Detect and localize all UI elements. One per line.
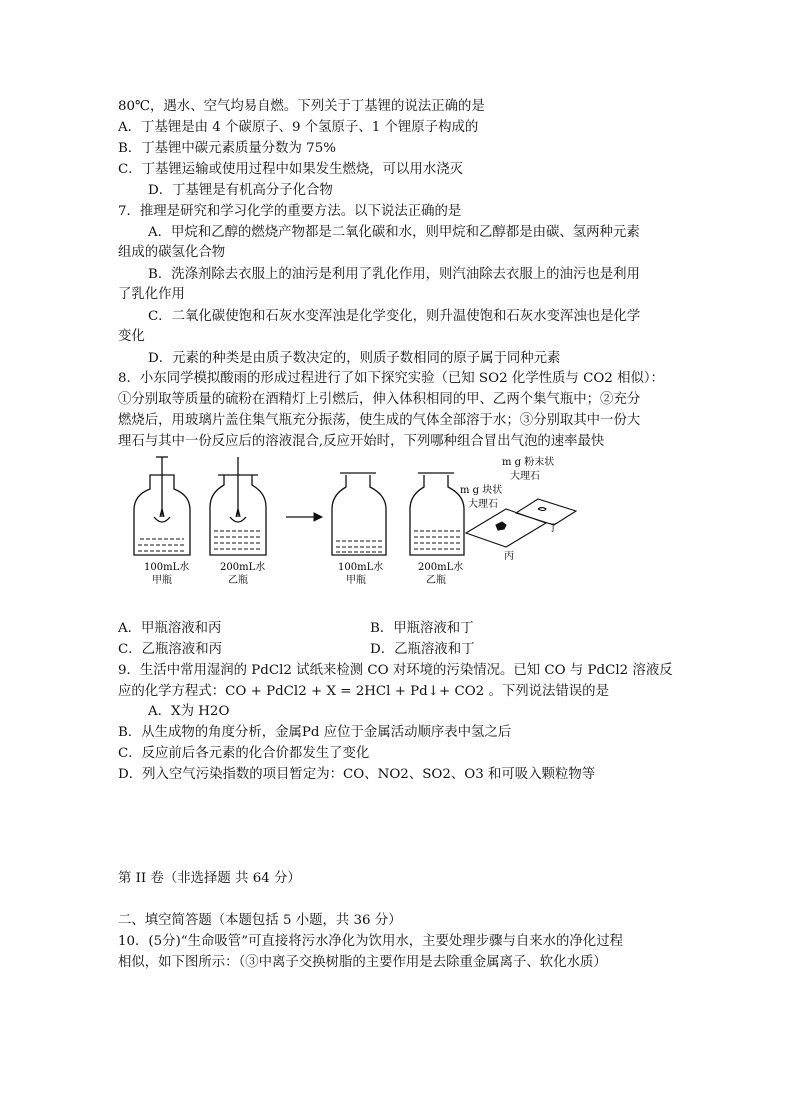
bottle-yi-with-spoon xyxy=(210,457,266,555)
bottle4-name: 乙瓶 xyxy=(426,575,446,586)
experiment-figure xyxy=(118,455,578,590)
part2-title: 第 II 卷（非选择题 共 64 分） xyxy=(118,871,301,886)
plate1-label-a: m g 块状 xyxy=(460,485,503,496)
plate2-label-b: 大理石 xyxy=(510,471,540,482)
q8-stem-3: 燃烧后，用玻璃片盖住集气瓶充分振荡，使生成的气体全部溶于水；③分别取其中一份大 xyxy=(118,413,641,428)
bottle-yi-covered xyxy=(410,473,464,555)
bottle2-volume: 200mL水 xyxy=(220,562,266,573)
q9-option-b: B．从生成物的角度分析，金属Pd 应位于金属活动顺序表中氢之后 xyxy=(118,725,512,740)
q6-option-a: A．丁基锂是由 4 个碳原子、9 个氢原子、1 个锂原子构成的 xyxy=(118,120,479,135)
bottle1-volume: 100mL水 xyxy=(144,562,190,573)
q7-option-c-cont: 变化 xyxy=(118,329,145,344)
bottle2-name: 乙瓶 xyxy=(228,575,248,586)
q8-stem-1: 8．小东同学模拟酸雨的形成过程进行了如下探究实验（已知 SO2 化学性质与 CO2 相似）： xyxy=(118,371,664,386)
q8-option-d: D．乙瓶溶液和丁 xyxy=(370,642,475,657)
q8-stem-2: ①分别取等质量的硫粉在酒精灯上引燃后，伸入体积相同的甲、乙两个集气瓶中；②充分 xyxy=(118,392,641,407)
q7-option-a: A．甲烷和乙醇的燃烧产物都是二氧化碳和水，则甲烷和乙醇都是由碳、氢两种元素 xyxy=(148,225,640,240)
q8-stem-4: 理石与其中一份反应后的溶液混合,反应开始时，下列哪种组合冒出气泡的速率最快 xyxy=(118,434,605,449)
q9-option-d: D．列入空气污染指数的项目暂定为：CO、NO2、SO2、O3 和可吸入颗粒物等 xyxy=(118,767,596,782)
q7-option-b: B．洗涤剂除去衣服上的油污是利用了乳化作用，则汽油除去衣服上的油污也是利用 xyxy=(148,267,640,282)
q7-option-a-cont: 组成的碳氢化合物 xyxy=(118,245,226,260)
q6-option-b: B．丁基锂中碳元素质量分数为 75% xyxy=(118,141,336,156)
q7-option-b-cont: 了乳化作用 xyxy=(118,287,185,302)
q10-stem-1: 10．(5分)“生命吸管”可直接将污水净化为饮用水，主要处理步骤与自来水的净化过程 xyxy=(118,934,623,949)
q9-stem-1: 9．生活中常用湿润的 PdCl2 试纸来检测 CO 对环境的污染情况。已知 CO 与 PdCl2 溶液反 xyxy=(118,663,673,678)
q10-stem-2: 相似，如下图所示：（③中离子交换树脂的主要作用是去除重金属离子、软化水质） xyxy=(118,955,607,970)
q9-stem-2: 应的化学方程式：CO + PdCl2 + X = 2HCl + Pd↓+ CO2 。下列说法错误的是 xyxy=(118,684,609,699)
section-heading: 二、填空简答题（本题包括 5 小题，共 36 分） xyxy=(118,913,402,928)
bottle3-volume: 100mL水 xyxy=(338,562,384,573)
plate1-label-b: 大理石 xyxy=(468,499,498,510)
q6-option-d: D．丁基锂是有机高分子化合物 xyxy=(148,183,333,198)
bottle3-name: 甲瓶 xyxy=(346,575,366,586)
q7-option-c: C．二氧化碳使饱和石灰水变浑浊是化学变化，则升温使饱和石灰水变浑浊也是化学 xyxy=(148,309,641,324)
q7-stem: 7．推理是研究和学习化学的重要方法。以下说法正确的是 xyxy=(118,204,462,219)
plate2-name: 丁 xyxy=(548,523,558,534)
bottle1-name: 甲瓶 xyxy=(152,575,172,586)
plate1-name: 丙 xyxy=(504,551,514,562)
q7-option-d: D．元素的种类是由质子数决定的，则质子数相同的原子属于同种元素 xyxy=(148,351,561,366)
plate2-label-a: m g 粉末状 xyxy=(502,457,555,468)
arrow-icon xyxy=(286,513,322,521)
q8-option-a: A．甲瓶溶液和丙 xyxy=(118,621,222,636)
q8-option-c: C．乙瓶溶液和丙 xyxy=(118,642,222,657)
q6-option-c: C．丁基锂运输或使用过程中如果发生燃烧，可以用水浇灭 xyxy=(118,162,464,177)
q9-option-a: A．X为 H2O xyxy=(148,704,230,719)
q6-stem: 80℃，遇水、空气均易自燃。下列关于丁基锂的说法正确的是 xyxy=(118,99,485,114)
q8-option-b: B．甲瓶溶液和丁 xyxy=(370,621,474,636)
bottle4-volume: 200mL水 xyxy=(418,562,464,573)
bottle-jia-covered xyxy=(332,473,386,555)
q9-option-c: C．反应前后各元素的化合价都发生了变化 xyxy=(118,746,370,761)
bottle-jia-with-spoon xyxy=(134,457,190,555)
